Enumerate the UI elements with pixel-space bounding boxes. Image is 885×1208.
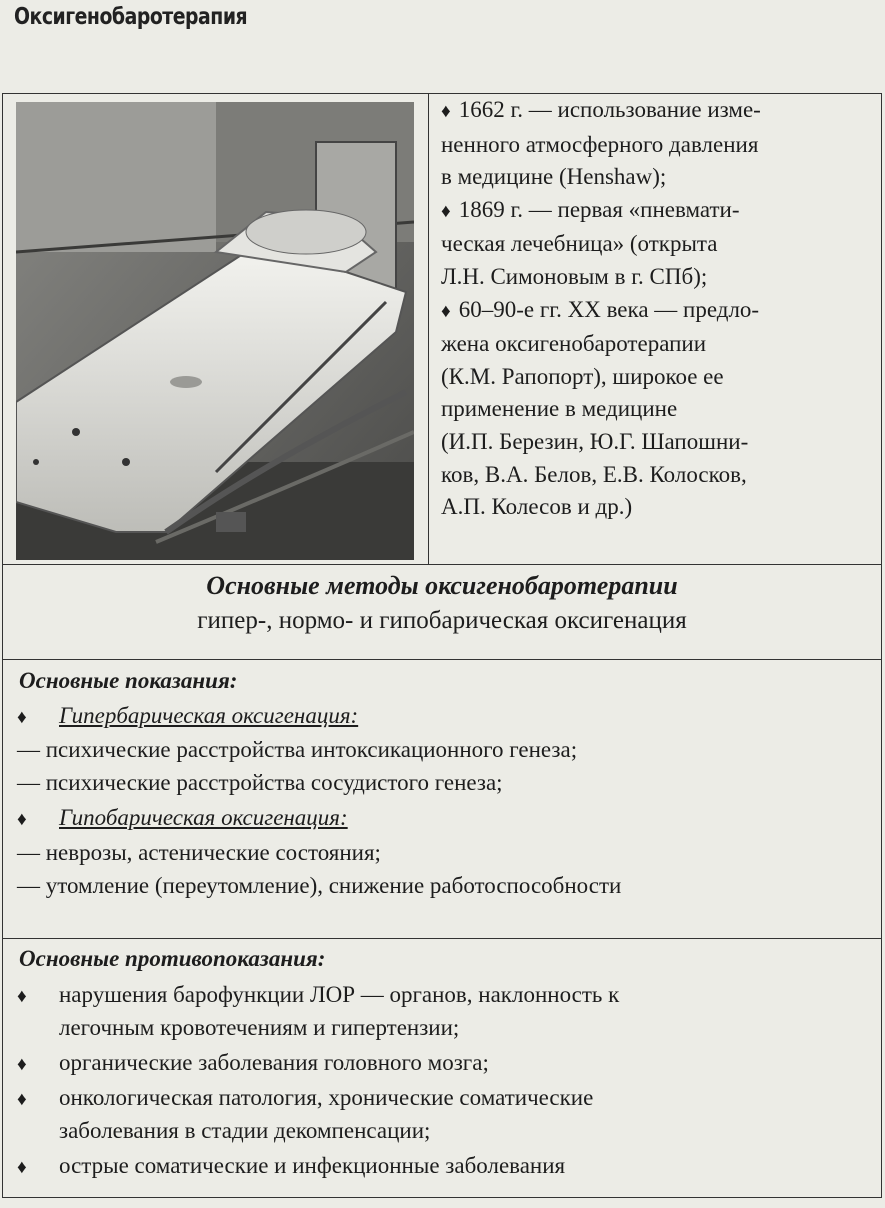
contraindication-item: ♦ острые соматические и инфекционные заболевания [17, 1153, 566, 1178]
indication-item: — психические расстройства интоксикационного генеза; [17, 737, 578, 762]
hypobaric-label: ♦ Гипобарическая оксигенация: [17, 805, 348, 830]
diamond-bullet-icon: ♦ [17, 1089, 27, 1110]
methods-title: Основные методы оксигенобаротерапии [206, 571, 678, 600]
diamond-bullet-icon: ♦ [441, 300, 451, 322]
contraindications-heading: Основные противопоказания: [19, 946, 326, 971]
history-item: ♦ 60–90-е гг. XX века — предло- жена оксигенобаротерапии (К.М. Рапопорт), широкое ее применение в медицине (И.П. Березин, Ю.Г. Шапошни- ков, В.А. Белов, Е.В. Колосков, А.П. Колесов и др.) [441, 296, 760, 520]
section-divider [3, 564, 881, 565]
column-divider [428, 94, 429, 564]
history-list [441, 94, 871, 524]
info-table [2, 93, 882, 1198]
hyperbaric-label: ♦ Гипербарическая оксигенация: [17, 703, 359, 728]
history-item: ♦ 1662 г. — использование изме- ненного атмосферного давления в медицине (Henshaw); [441, 97, 761, 190]
diamond-bullet-icon: ♦ [441, 200, 451, 222]
contraindication-item: ♦ органические заболевания головного мозга; [17, 1050, 489, 1075]
diamond-bullet-icon: ♦ [17, 1054, 27, 1075]
hyperbaric-chamber-photo [16, 102, 414, 560]
history-item: ♦ 1869 г. — первая «пневмати- ческая лечебница» (открыта Л.Н. Симоновым в г. СПб); [441, 196, 740, 289]
contraindication-item-continued: легочным кровотечениям и гипертензии; [59, 1015, 460, 1040]
diamond-bullet-icon: ♦ [441, 101, 451, 122]
section-divider [3, 659, 881, 660]
methods-subtitle: гипер-, нормо- и гипобарическая оксигенация [197, 607, 687, 634]
diamond-bullet-icon: ♦ [17, 1157, 27, 1178]
indications-heading: Основные показания: [19, 668, 238, 693]
hyperbaric-chamber-illustration [16, 102, 414, 560]
contraindication-item: ♦ онкологическая патология, хронические соматические [17, 1085, 594, 1110]
section-divider [3, 938, 881, 939]
diamond-bullet-icon: ♦ [17, 809, 27, 830]
diamond-bullet-icon: ♦ [17, 986, 27, 1007]
indication-item: — утомление (переутомление), снижение работоспособности [17, 873, 622, 898]
indication-item: — неврозы, астенические состояния; [17, 840, 381, 865]
page-title: Оксигенобаротерапия [14, 4, 248, 30]
diamond-bullet-icon: ♦ [17, 707, 27, 728]
indication-item: — психические расстройства сосудистого генеза; [17, 770, 503, 795]
contraindication-item: ♦ нарушения барофункции ЛОР — органов, наклонность к [17, 982, 620, 1007]
contraindication-item-continued: заболевания в стадии декомпенсации; [59, 1118, 431, 1143]
